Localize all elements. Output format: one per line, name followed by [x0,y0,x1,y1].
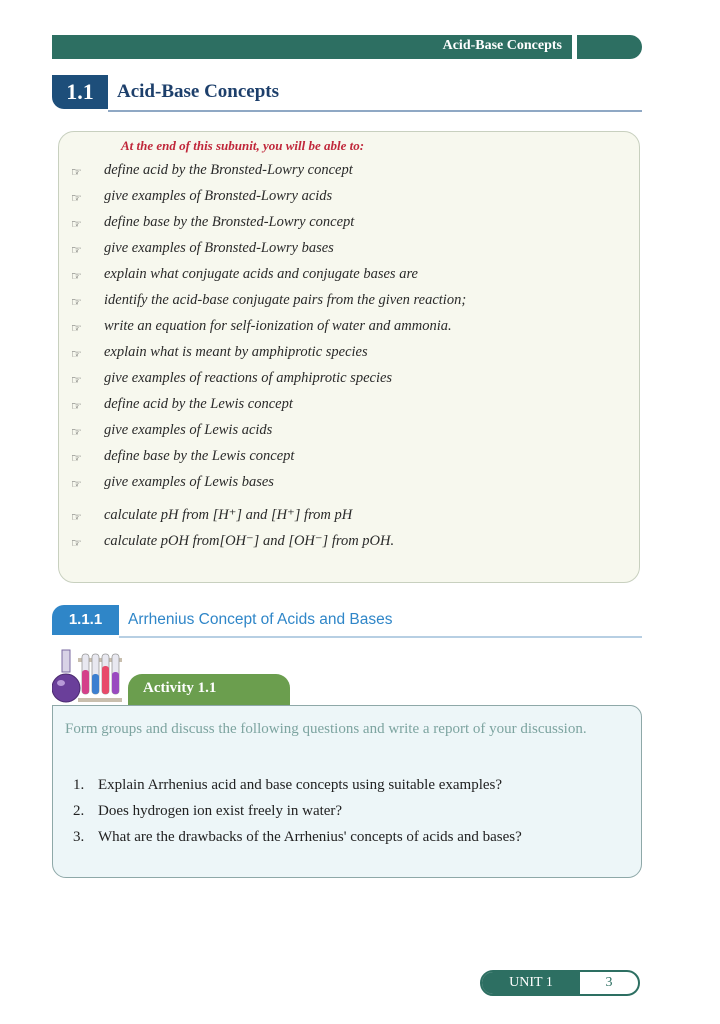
pointing-hand-icon: ☞ [71,165,82,179]
header-band [52,35,572,59]
page-number: 3 [605,975,613,990]
objective-item [59,396,639,416]
objective-text: write an equation for self-ionization of water and ammonia. [104,318,452,334]
activity-box [52,705,642,878]
pointing-hand-icon: ☞ [71,243,82,257]
objective-item [59,422,639,442]
activity-intro: Form groups and discuss the following questions and write a report of your discussion. [65,721,587,737]
header-cap [577,35,642,59]
question-text: What are the drawbacks of the Arrhenius' concepts of acids and bases? [98,829,522,845]
objective-text: define acid by the Lewis concept [104,396,293,412]
objective-text: calculate pOH from[OH⁻] and [OH⁻] from pOH. [104,533,395,549]
objective-text: give examples of reactions of amphiprotic species [104,370,393,386]
activity-tab [128,674,290,706]
objective-item [59,318,639,338]
pointing-hand-icon: ☞ [71,451,82,465]
objective-item [59,292,639,312]
objective-item [59,162,639,182]
objective-text: define acid by the Bronsted-Lowry concept [104,162,353,178]
pointing-hand-icon: ☞ [71,425,82,439]
pointing-hand-icon: ☞ [71,373,82,387]
question-number: 2. [73,803,85,819]
objectives-box [58,131,640,583]
subsection-title: Arrhenius Concept of Acids and Bases [128,611,393,628]
pointing-hand-icon: ☞ [71,477,82,491]
objective-item [59,214,639,234]
subsection-underline [119,636,642,638]
objective-item [59,507,639,527]
objective-text: give examples of Bronsted-Lowry acids [104,188,333,204]
objective-item [59,448,639,468]
subsection-heading [52,605,642,639]
pointing-hand-icon: ☞ [71,269,82,283]
pointing-hand-icon: ☞ [71,191,82,205]
activity-label: Activity 1.1 [143,680,217,696]
pointing-hand-icon: ☞ [71,399,82,413]
question-text: Explain Arrhenius acid and base concepts using suitable examples? [98,777,503,793]
pointing-hand-icon: ☞ [71,536,82,550]
question-text: Does hydrogen ion exist freely in water? [98,803,343,819]
header-title: Acid-Base Concepts [442,38,562,53]
objective-item [59,240,639,260]
section-title: Acid-Base Concepts [117,81,280,102]
section-underline [108,110,642,112]
objective-text: define base by the Bronsted-Lowry concept [104,214,355,230]
subsection-number: 1.1.1 [52,605,119,635]
question-number: 3. [73,829,85,845]
objective-item [59,344,639,364]
objectives-intro: At the end of this subunit, you will be able to: [121,138,365,153]
objective-text: give examples of Lewis bases [104,474,274,490]
objective-item [59,266,639,286]
objective-item [59,370,639,390]
pointing-hand-icon: ☞ [71,347,82,361]
objective-text: give examples of Lewis acids [104,422,273,438]
objective-text: define base by the Lewis concept [104,448,295,464]
objective-text: give examples of Bronsted-Lowry bases [104,240,334,256]
pointing-hand-icon: ☞ [71,295,82,309]
objective-text: explain what is meant by amphiprotic species [104,344,368,360]
running-header [52,35,642,59]
page-footer [480,970,640,996]
pointing-hand-icon: ☞ [71,510,82,524]
question-number: 1. [73,777,85,793]
objective-text: explain what conjugate acids and conjugate bases are [104,266,418,282]
objective-text: identify the acid-base conjugate pairs from the given reaction; [104,292,467,308]
section-number: 1.1 [52,75,108,109]
unit-label: UNIT 1 [482,972,580,996]
objective-item [59,188,639,208]
pointing-hand-icon: ☞ [71,321,82,335]
objective-text: calculate pH from [H⁺] and [H⁺] from pH [104,507,353,523]
section-heading [52,75,642,113]
lab-glassware-icon [52,648,126,706]
pointing-hand-icon: ☞ [71,217,82,231]
objective-item [59,533,639,553]
objective-item [59,474,639,494]
